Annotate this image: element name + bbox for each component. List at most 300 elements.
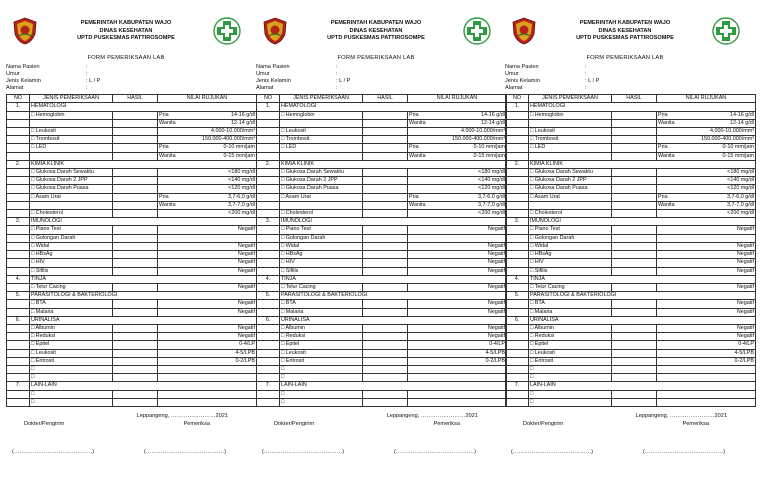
result-cell[interactable]: [612, 111, 657, 119]
exam-name[interactable]: □: [529, 390, 612, 398]
result-cell[interactable]: [113, 169, 158, 177]
patient-field-label: Alamat: [256, 85, 274, 92]
result-cell[interactable]: [612, 374, 657, 382]
table-row: [257, 300, 507, 308]
exam-name[interactable]: □ Asam Urat: [280, 193, 363, 201]
result-cell[interactable]: [612, 152, 657, 160]
section-row: [257, 382, 507, 390]
letterhead-text: [292, 20, 460, 43]
result-cell[interactable]: [363, 300, 408, 308]
exam-name[interactable]: □: [30, 365, 113, 373]
section-row: [506, 103, 756, 111]
reference-range: 14-16 g/dl: [730, 111, 754, 118]
result-cell[interactable]: [113, 365, 158, 373]
exam-name[interactable]: □ Albumin: [280, 324, 363, 332]
exam-name[interactable]: □ Malaria: [280, 308, 363, 316]
result-cell[interactable]: [113, 152, 158, 160]
reference-value: [159, 341, 255, 348]
patient-field-row: [256, 78, 496, 85]
exam-name[interactable]: □ Malaria: [30, 308, 113, 316]
row-number: [506, 365, 529, 373]
row-number: [257, 111, 280, 119]
exam-name[interactable]: □ Reduksi: [280, 333, 363, 341]
row-number: 6.: [506, 316, 529, 324]
row-number: [257, 210, 280, 218]
result-cell[interactable]: [113, 193, 158, 201]
reference-range: 4.000-10.000/mm³: [709, 128, 754, 135]
exam-name[interactable]: □ HBsAg: [30, 251, 113, 259]
row-number: [257, 283, 280, 291]
result-cell[interactable]: [612, 357, 657, 365]
patient-field-value[interactable]: :: [336, 64, 338, 71]
exam-name[interactable]: □: [30, 390, 113, 398]
reference-sex-label: Pria: [658, 111, 668, 118]
reference-value-cell: [408, 324, 507, 332]
section-title: TINJA: [280, 275, 507, 283]
row-number: [7, 144, 30, 152]
exam-name[interactable]: □ Hemoglobin: [30, 111, 113, 119]
reference-range: Negatif: [487, 259, 505, 266]
result-cell[interactable]: [113, 349, 158, 357]
table-row: [506, 185, 756, 193]
result-cell[interactable]: [612, 308, 657, 316]
result-cell[interactable]: [612, 169, 657, 177]
result-cell[interactable]: [612, 201, 657, 209]
result-cell[interactable]: [113, 398, 158, 406]
reference-range: 3,7-7,0 g/dl: [478, 201, 505, 208]
patient-field-value[interactable]: :: [585, 85, 587, 92]
result-cell[interactable]: [612, 398, 657, 406]
table-row: [257, 365, 507, 373]
result-cell[interactable]: [113, 333, 158, 341]
result-cell[interactable]: [612, 210, 657, 218]
table-row: [7, 259, 257, 267]
exam-name[interactable]: □ Plano Test: [30, 226, 113, 234]
exam-name[interactable]: □ Trombosit: [529, 136, 612, 144]
result-cell[interactable]: [612, 300, 657, 308]
exam-name[interactable]: □ Cholesterol: [30, 210, 113, 218]
table-row: [506, 136, 756, 144]
result-cell[interactable]: [113, 300, 158, 308]
result-cell[interactable]: [363, 365, 408, 373]
reference-value: [159, 251, 255, 258]
exam-name[interactable]: □ Plano Test: [529, 226, 612, 234]
exam-name[interactable]: [30, 119, 113, 127]
result-cell[interactable]: [363, 234, 408, 242]
result-cell[interactable]: [363, 128, 408, 136]
result-cell[interactable]: [612, 242, 657, 250]
row-number: [257, 300, 280, 308]
reference-value: [159, 243, 255, 250]
exam-name[interactable]: [30, 201, 113, 209]
table-row: [506, 119, 756, 127]
reference-range: Negatif: [736, 324, 754, 331]
result-cell[interactable]: [363, 242, 408, 250]
result-cell[interactable]: [612, 283, 657, 291]
result-cell[interactable]: [612, 259, 657, 267]
result-cell[interactable]: [363, 349, 408, 357]
result-cell[interactable]: [113, 242, 158, 250]
patient-field-label: Jenis Kelamin: [256, 78, 291, 85]
reference-value-cell: [657, 234, 756, 242]
exam-name[interactable]: □ Leukosit: [529, 128, 612, 136]
result-cell[interactable]: [612, 251, 657, 259]
result-cell[interactable]: [363, 374, 408, 382]
result-cell[interactable]: [113, 234, 158, 242]
exam-name[interactable]: □ HBsAg: [529, 251, 612, 259]
reference-range: Negatif: [237, 283, 255, 290]
reference-range: Negatif: [237, 300, 255, 307]
exam-name[interactable]: □ Leukosit: [529, 349, 612, 357]
patient-field-label: Nama Pasien: [256, 64, 290, 71]
result-cell[interactable]: [363, 341, 408, 349]
exam-name[interactable]: □ HIV: [30, 259, 113, 267]
row-number: 1.: [257, 103, 280, 111]
result-cell[interactable]: [612, 333, 657, 341]
result-cell[interactable]: [612, 177, 657, 185]
result-cell[interactable]: [113, 374, 158, 382]
row-number: [7, 259, 30, 267]
reference-range: 150.000-400.000/mm³: [201, 136, 255, 143]
row-number: [7, 242, 30, 250]
exam-name[interactable]: [280, 152, 363, 160]
reference-value: [409, 177, 505, 184]
exam-name[interactable]: □ Glukosa Darah 2 JPP: [280, 177, 363, 185]
reference-range: Negatif: [736, 259, 754, 266]
exam-name[interactable]: □ BTA: [280, 300, 363, 308]
reference-value-cell: [158, 177, 257, 185]
exam-name[interactable]: □ HBsAg: [280, 251, 363, 259]
row-number: [7, 333, 30, 341]
section-row: [7, 382, 257, 390]
exam-name[interactable]: □ Widal: [280, 242, 363, 250]
exam-name[interactable]: □: [529, 398, 612, 406]
result-cell[interactable]: [363, 119, 408, 127]
exam-name[interactable]: □ Albumin: [529, 324, 612, 332]
patient-field-value[interactable]: :: [585, 64, 587, 71]
exam-name[interactable]: □ Sifilis: [529, 267, 612, 275]
exam-name[interactable]: □ Epitel: [529, 341, 612, 349]
result-cell[interactable]: [113, 185, 158, 193]
reference-value-cell: [408, 365, 507, 373]
exam-name[interactable]: □ Telur Cacing: [529, 283, 612, 291]
exam-name[interactable]: □ LED: [280, 144, 363, 152]
exam-name[interactable]: □ Epitel: [30, 341, 113, 349]
exam-name[interactable]: □ Epitel: [280, 341, 363, 349]
section-title: LAIN-LAIN: [30, 382, 257, 390]
exam-name[interactable]: □ Leukosit: [30, 128, 113, 136]
exam-name[interactable]: □: [280, 365, 363, 373]
exam-name[interactable]: □ Sifilis: [30, 267, 113, 275]
reference-value-cell: [657, 177, 756, 185]
section-row: [7, 275, 257, 283]
exam-name[interactable]: □ Glukosa Darah 2 JPP: [529, 177, 612, 185]
reference-value: [159, 144, 255, 151]
exam-name[interactable]: □ Trombosit: [30, 136, 113, 144]
reference-value: [409, 210, 505, 217]
patient-field-value[interactable]: :: [86, 85, 88, 92]
result-cell[interactable]: [612, 365, 657, 373]
table-row: [257, 390, 507, 398]
section-title: KIMIA KLINIK: [280, 160, 507, 168]
exam-name[interactable]: [30, 152, 113, 160]
section-row: [7, 292, 257, 300]
reference-value: [658, 202, 754, 209]
result-cell[interactable]: [363, 267, 408, 275]
exam-name[interactable]: □ Glukosa Darah Sewaktu: [280, 169, 363, 177]
result-cell[interactable]: [612, 128, 657, 136]
doctor-signature-line: (……………………………………): [262, 448, 345, 455]
result-cell[interactable]: [113, 267, 158, 275]
reference-range: <200 mg/dl: [727, 210, 754, 217]
patient-field-label: Jenis Kelamin: [505, 78, 540, 85]
exam-name[interactable]: □ Sifilis: [280, 267, 363, 275]
result-cell[interactable]: [363, 333, 408, 341]
result-cell[interactable]: [113, 283, 158, 291]
result-cell[interactable]: [612, 349, 657, 357]
exam-name[interactable]: □ Golongan Darah: [280, 234, 363, 242]
reference-value-cell: [408, 226, 507, 234]
table-row: [7, 349, 257, 357]
reference-range: 14-16 g/dl: [231, 111, 255, 118]
exam-name[interactable]: □ Cholesterol: [529, 210, 612, 218]
result-cell[interactable]: [363, 390, 408, 398]
table-row: [257, 177, 507, 185]
exam-name[interactable]: □ Eritrosit: [30, 357, 113, 365]
result-cell[interactable]: [612, 267, 657, 275]
result-cell[interactable]: [363, 398, 408, 406]
result-cell[interactable]: [363, 111, 408, 119]
exam-name[interactable]: □ Leukosit: [280, 349, 363, 357]
result-cell[interactable]: [113, 210, 158, 218]
exam-name[interactable]: □: [30, 398, 113, 406]
reference-value: [658, 251, 754, 258]
result-cell[interactable]: [113, 357, 158, 365]
exam-name[interactable]: [529, 152, 612, 160]
exam-name[interactable]: □ Glukosa Darah Sewaktu: [30, 169, 113, 177]
reference-range: Negatif: [736, 242, 754, 249]
exam-name[interactable]: □ Reduksi: [529, 333, 612, 341]
reference-value-cell: [158, 234, 257, 242]
signature-footer: [6, 413, 246, 463]
result-cell[interactable]: [113, 259, 158, 267]
reference-value: [658, 268, 754, 275]
exam-name[interactable]: □ Hemoglobin: [529, 111, 612, 119]
result-cell[interactable]: [113, 119, 158, 127]
reference-value-cell: [408, 283, 507, 291]
exam-name[interactable]: □ BTA: [30, 300, 113, 308]
exam-name[interactable]: □ Glukosa Darah Puasa: [529, 185, 612, 193]
patient-field-label: Alamat: [6, 85, 24, 92]
result-cell[interactable]: [363, 177, 408, 185]
result-cell[interactable]: [113, 111, 158, 119]
reference-value-cell: [158, 210, 257, 218]
result-cell[interactable]: [612, 390, 657, 398]
exam-name[interactable]: □ Asam Urat: [30, 193, 113, 201]
result-cell[interactable]: [363, 136, 408, 144]
agency-line-1: PEMERINTAH KABUPATEN WAJO: [80, 20, 172, 26]
exam-name[interactable]: □ Malaria: [529, 308, 612, 316]
result-cell[interactable]: [113, 226, 158, 234]
result-cell[interactable]: [612, 136, 657, 144]
reference-value-cell: [158, 201, 257, 209]
result-cell[interactable]: [113, 177, 158, 185]
agency-line-3: UPTD PUSKESMAS PATTIROSOMPE: [576, 35, 674, 42]
result-cell[interactable]: [363, 210, 408, 218]
exam-name[interactable]: □ BTA: [529, 300, 612, 308]
result-cell[interactable]: [363, 185, 408, 193]
reference-range: 0-4/LP: [738, 341, 754, 348]
result-cell[interactable]: [612, 185, 657, 193]
reference-range: <120 mg/dl: [228, 185, 255, 192]
exam-name[interactable]: □ Golongan Darah: [529, 234, 612, 242]
exam-name[interactable]: □ Glukosa Darah Puasa: [30, 185, 113, 193]
reference-range: Negatif: [487, 308, 505, 315]
table-row: [257, 349, 507, 357]
reference-value-cell: [657, 251, 756, 259]
exam-name[interactable]: [280, 119, 363, 127]
table-row: [506, 210, 756, 218]
table-row: [506, 398, 756, 406]
exam-name[interactable]: □: [529, 374, 612, 382]
result-cell[interactable]: [113, 201, 158, 209]
result-cell[interactable]: [363, 251, 408, 259]
col-jenis-header: JENIS PEMERIKSAAN: [529, 95, 612, 103]
exam-name[interactable]: □ Golongan Darah: [30, 234, 113, 242]
patient-field-value[interactable]: :: [86, 64, 88, 71]
row-number: [257, 259, 280, 267]
table-row: [257, 119, 507, 127]
reference-value-cell: [657, 390, 756, 398]
result-cell[interactable]: [612, 226, 657, 234]
result-cell[interactable]: [363, 144, 408, 152]
exam-name[interactable]: □ Plano Test: [280, 226, 363, 234]
reference-value-cell: [158, 390, 257, 398]
table-row: [506, 283, 756, 291]
result-cell[interactable]: [113, 251, 158, 259]
result-cell[interactable]: [612, 119, 657, 127]
patient-field-value[interactable]: :: [336, 71, 338, 78]
exam-name[interactable]: □ Eritrosit: [280, 357, 363, 365]
exam-name[interactable]: □ Leukosit: [30, 349, 113, 357]
patient-field-value[interactable]: :: [585, 71, 587, 78]
exam-name[interactable]: □ Eritrosit: [529, 357, 612, 365]
exam-name[interactable]: □: [280, 374, 363, 382]
result-cell[interactable]: [113, 390, 158, 398]
result-cell[interactable]: [113, 144, 158, 152]
exam-name[interactable]: □ Albumin: [30, 324, 113, 332]
exam-name[interactable]: □ Glukosa Darah Sewaktu: [529, 169, 612, 177]
table-row: [506, 226, 756, 234]
exam-name[interactable]: □: [30, 374, 113, 382]
result-cell[interactable]: [363, 169, 408, 177]
result-cell[interactable]: [363, 259, 408, 267]
exam-name[interactable]: □ Reduksi: [30, 333, 113, 341]
exam-name[interactable]: □: [280, 390, 363, 398]
result-cell[interactable]: [363, 357, 408, 365]
result-cell[interactable]: [363, 283, 408, 291]
result-cell[interactable]: [113, 136, 158, 144]
table-row: [257, 398, 507, 406]
section-row: [7, 218, 257, 226]
patient-field-value[interactable]: : L / P: [86, 78, 101, 85]
row-number: [506, 144, 529, 152]
reference-value-cell: [408, 333, 507, 341]
result-cell[interactable]: [363, 308, 408, 316]
result-cell[interactable]: [612, 341, 657, 349]
exam-name[interactable]: □ Glukosa Darah Puasa: [280, 185, 363, 193]
result-cell[interactable]: [612, 324, 657, 332]
result-cell[interactable]: [612, 234, 657, 242]
exam-name[interactable]: □ Trombosit: [280, 136, 363, 144]
patient-field-value[interactable]: :: [86, 71, 88, 78]
exam-name[interactable]: □ Glukosa Darah 2 JPP: [30, 177, 113, 185]
exam-name[interactable]: □ HIV: [529, 259, 612, 267]
result-cell[interactable]: [363, 226, 408, 234]
exam-name[interactable]: □ LED: [30, 144, 113, 152]
patient-field-value[interactable]: : L / P: [585, 78, 600, 85]
table-row: [7, 398, 257, 406]
result-cell[interactable]: [113, 308, 158, 316]
result-cell[interactable]: [363, 201, 408, 209]
table-row: [257, 259, 507, 267]
reference-range: 0-10 mm/jam: [223, 144, 255, 151]
result-cell[interactable]: [363, 152, 408, 160]
row-number: [7, 251, 30, 259]
row-number: [506, 201, 529, 209]
exam-name[interactable]: □ Widal: [529, 242, 612, 250]
result-cell[interactable]: [363, 193, 408, 201]
exam-name[interactable]: □ Telur Cacing: [280, 283, 363, 291]
exam-name[interactable]: □ HIV: [280, 259, 363, 267]
result-cell[interactable]: [113, 128, 158, 136]
examiner-signature-line: (……………………………………): [143, 448, 226, 455]
section-row: [7, 160, 257, 168]
result-cell[interactable]: [113, 341, 158, 349]
result-cell[interactable]: [612, 193, 657, 201]
exam-name[interactable]: □ Widal: [30, 242, 113, 250]
exam-name[interactable]: □: [529, 365, 612, 373]
patient-field-value[interactable]: : L / P: [336, 78, 351, 85]
exam-name[interactable]: □: [280, 398, 363, 406]
exam-name[interactable]: □ Telur Cacing: [30, 283, 113, 291]
exam-name[interactable]: □ LED: [529, 144, 612, 152]
section-row: [7, 316, 257, 324]
reference-range: 0-2/LPB: [235, 357, 255, 364]
exam-name[interactable]: □ Leukosit: [280, 128, 363, 136]
reference-value: [658, 284, 754, 291]
result-cell[interactable]: [113, 324, 158, 332]
exam-name[interactable]: □ Cholesterol: [280, 210, 363, 218]
patient-field-value[interactable]: :: [336, 85, 338, 92]
section-row: [506, 292, 756, 300]
table-row: [257, 136, 507, 144]
section-title: PARASITOLOGI & BAKTERIOLOGI: [30, 292, 257, 300]
exam-name[interactable]: [529, 119, 612, 127]
exam-name[interactable]: □ Asam Urat: [529, 193, 612, 201]
row-number: [506, 128, 529, 136]
result-cell[interactable]: [612, 144, 657, 152]
exam-name[interactable]: [280, 201, 363, 209]
reference-value: [409, 325, 505, 332]
reference-range: 0-15 mm/jam: [473, 152, 505, 159]
reference-value-cell: [657, 374, 756, 382]
row-number: [7, 111, 30, 119]
reference-sex-label: Pria: [658, 144, 668, 151]
exam-name[interactable]: □ Hemoglobin: [280, 111, 363, 119]
result-cell[interactable]: [363, 324, 408, 332]
exam-name[interactable]: [529, 201, 612, 209]
